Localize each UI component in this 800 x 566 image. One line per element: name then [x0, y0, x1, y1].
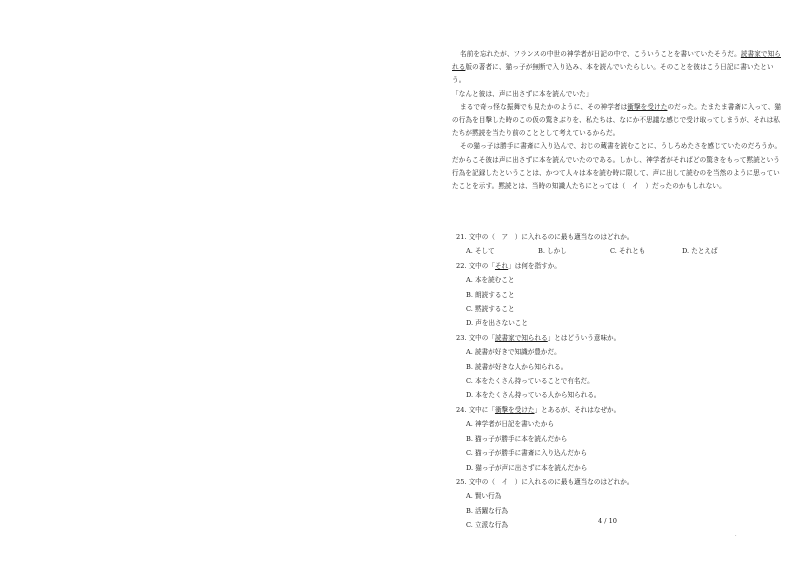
question-23	[456, 331, 786, 403]
question-21	[456, 230, 786, 259]
question-25	[456, 475, 786, 533]
question-22	[456, 259, 786, 331]
question-stem: 25. 文中の（ イ ）に入れるのに最も適当なのはどれか。	[456, 477, 634, 486]
underlined-phrase: 衝撃を受けた	[627, 102, 668, 111]
question-stem	[456, 331, 786, 345]
stem-text: 」とあるが、それはなぜか。	[534, 405, 621, 414]
reading-passage	[452, 48, 782, 193]
passage-quote: 「なんと彼は、声に出さずに本を読んでいた」	[452, 89, 593, 98]
option: C. 立派な行為	[466, 521, 508, 530]
passage-paragraph-2	[452, 101, 782, 141]
option: A. 神学者が日記を書いたから	[466, 420, 555, 429]
passage-text: 名前を忘れたが、フランスの中世の神学者が日記の中で、こういうことを書いていたそうだ。	[460, 50, 741, 58]
underlined-phrase: 読書家で知られる	[452, 50, 781, 72]
stem-text: 」は何を指すか。	[508, 261, 561, 270]
option: B. 猫っ子が勝手に本を読んだから	[466, 434, 568, 443]
option: D. 声を出さないこと	[466, 319, 528, 328]
question-24	[456, 403, 786, 475]
underlined-phrase: 読書家で知られる	[494, 333, 548, 342]
underlined-phrase: 衝撃を受けた	[494, 405, 535, 414]
option: D. たとえば	[682, 247, 718, 256]
option: B. 活躍な行為	[466, 506, 509, 515]
question-stem	[456, 403, 786, 417]
stem-text: 」とはどういう意味か。	[547, 333, 621, 342]
option: C. 本をたくさん持っていることで有名だ。	[466, 377, 594, 386]
option: D. 本をたくさん持っている人から知られる。	[466, 391, 601, 400]
option: C. それとも	[610, 247, 646, 256]
passage-text: のだった。たまたま書斎に入って、猫の行為を目撃した時のこの仮の驚きぶりを、私たちは、なにか不思議な感じで受け取ってしまうが、それは私たちが黙読を当たり前のこととして考えているからだ。	[452, 102, 782, 138]
underlined-phrase: それ	[494, 261, 509, 270]
option: A. 賢い行為	[466, 492, 502, 501]
passage-paragraph-1	[452, 48, 782, 88]
scan-speck: ·	[735, 533, 737, 539]
option: C. 黙読すること	[466, 305, 515, 314]
option: C. 猫っ子が勝手に書斎に入り込んだから	[466, 449, 588, 458]
option: D. 猫っ子が声に出さずに本を読んだから	[466, 463, 588, 472]
option: A. 本を読むこと	[466, 276, 515, 285]
option: B. しかし	[538, 247, 567, 256]
question-stem	[456, 259, 786, 273]
option: B. 読書が好きな人から知られる。	[466, 362, 568, 371]
option: A. 読書が好きで知識が豊かだ。	[466, 348, 561, 357]
passage-paragraph-3: その猫っ子は勝手に書斎に入り込んで、おじの蔵書を読むことに、うしろめたさを感じていたのだろうか。だからこそ彼は声に出さずに本を読んでいたのである。しかし、神学者がそればどの驚きをもって黙読という行為を記録したということは、かつて人々は本を読む時に限して、声に出して読むのを当然のように思っていたことを示す。黙読とは、当時の知識人たちにとっては（ イ ）だったのかもしれない。	[452, 142, 782, 191]
question-list	[456, 230, 786, 533]
stem-text: 24. 文中に「	[456, 405, 495, 414]
option: A. そして	[466, 247, 495, 256]
stem-text: 22. 文中の「	[456, 261, 495, 270]
stem-text: 23. 文中の「	[456, 333, 495, 342]
page-number: 4 / 10	[598, 517, 617, 525]
passage-text: 版の著者に、猫っ子が無断で入り込み、本を読んでいたらしい。そのことを彼はこう日記に書いたという。	[452, 63, 774, 85]
option-row	[456, 244, 786, 258]
option: B. 朗読すること	[466, 290, 515, 299]
question-stem: 21. 文中の（ ア ）に入れるのに最も適当なのはどれか。	[456, 233, 634, 241]
passage-text: まるで奇っ怪な振舞でも見たかのように、その神学者は	[460, 102, 628, 111]
